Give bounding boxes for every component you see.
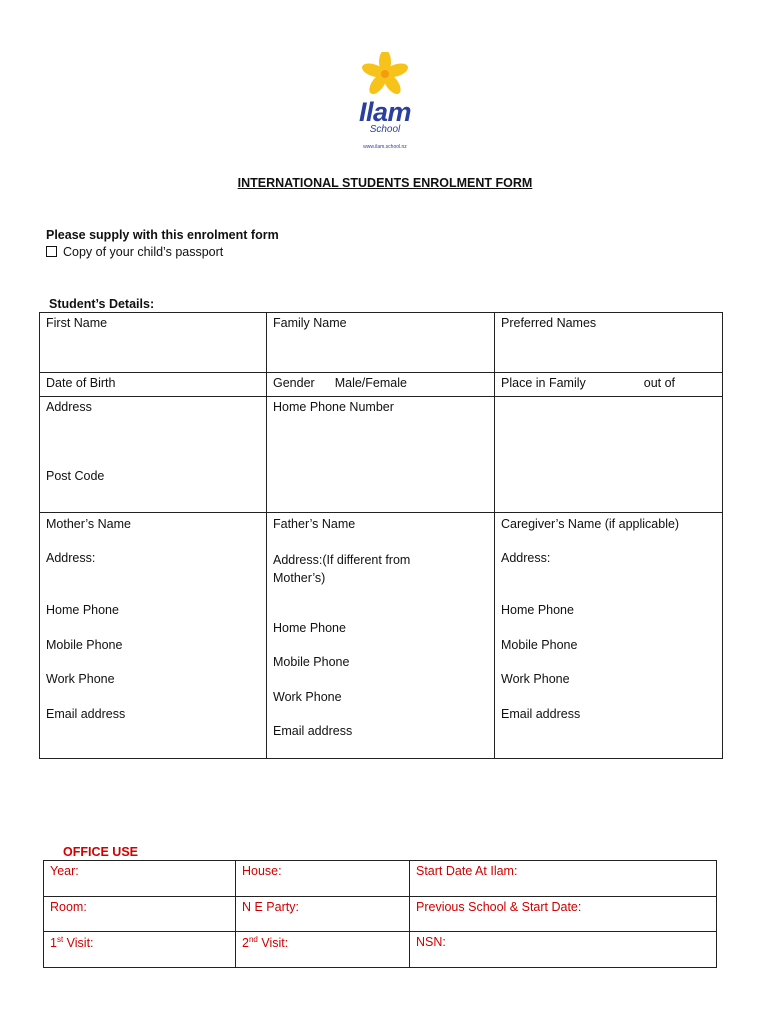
father-address-label: Address:(If different from Mother’s) xyxy=(273,553,411,585)
caregiver-mobile-phone-label: Mobile Phone xyxy=(501,638,578,652)
gender-label: Gender xyxy=(273,376,315,390)
checklist-item[interactable] xyxy=(46,245,223,259)
father-home-phone-label: Home Phone xyxy=(273,621,346,635)
first-visit-num: 1 xyxy=(50,936,57,951)
first-visit-sup: st xyxy=(56,935,64,944)
start-date-cell[interactable] xyxy=(410,861,717,897)
second-visit-cell[interactable] xyxy=(236,932,410,968)
caregiver-email-label: Email address xyxy=(501,707,581,721)
caregiver-name-label: Caregiver’s Name (if applicable) xyxy=(501,517,680,531)
second-visit-num: 2 xyxy=(242,936,249,951)
family-name-label: Family Name xyxy=(273,316,347,330)
caregiver-work-phone-label: Work Phone xyxy=(501,672,570,686)
place-in-family-cell[interactable] xyxy=(495,373,723,397)
first-name-label: First Name xyxy=(46,316,108,330)
first-name-cell[interactable] xyxy=(40,313,267,373)
preferred-names-cell[interactable] xyxy=(495,313,723,373)
room-cell[interactable] xyxy=(44,897,236,932)
checklist-label: Copy of your child’s passport xyxy=(63,245,224,259)
supply-heading: Please supply with this enrolment form xyxy=(46,228,279,242)
caregiver-home-phone-label: Home Phone xyxy=(501,603,574,617)
student-details-table xyxy=(39,312,723,759)
mother-home-phone-label: Home Phone xyxy=(46,603,119,617)
caregiver-address-label: Address: xyxy=(501,551,551,565)
flower-icon xyxy=(340,52,430,102)
year-cell[interactable] xyxy=(44,861,236,897)
house-cell[interactable] xyxy=(236,861,410,897)
post-code-label: Post Code xyxy=(46,469,105,483)
place-in-family-label: Place in Family xyxy=(501,376,586,390)
mother-email-label: Email address xyxy=(46,707,126,721)
ne-party-label: N E Party: xyxy=(242,900,299,914)
nsn-label: NSN: xyxy=(416,935,446,949)
address-label: Address xyxy=(46,400,92,414)
student-details-heading: Student’s Details: xyxy=(49,297,155,311)
out-of-label: out of xyxy=(643,376,676,390)
mother-cell[interactable] xyxy=(40,513,267,759)
dob-cell[interactable] xyxy=(40,373,267,397)
ne-party-cell[interactable] xyxy=(236,897,410,932)
first-visit-label: Visit: xyxy=(63,936,94,951)
form-title: INTERNATIONAL STUDENTS ENROLMENT FORM xyxy=(237,176,533,190)
office-use-label: OFFICE USE xyxy=(63,845,139,859)
logo-sub: School xyxy=(369,124,401,135)
logo-name: Ilam xyxy=(358,97,412,127)
father-work-phone-label: Work Phone xyxy=(273,690,342,704)
mother-name-label: Mother’s Name xyxy=(46,517,131,531)
gender-options: Male/Female xyxy=(334,376,407,390)
previous-school-cell[interactable] xyxy=(410,897,717,932)
address-cell[interactable] xyxy=(40,397,267,513)
dob-label: Date of Birth xyxy=(46,376,116,390)
caregiver-cell[interactable] xyxy=(495,513,723,759)
blank-cell[interactable] xyxy=(495,397,723,513)
logo-url: www.ilam.school.nz xyxy=(363,144,407,150)
previous-school-label: Previous School & Start Date: xyxy=(416,900,582,914)
first-visit-cell[interactable] xyxy=(44,932,236,968)
home-phone-number-label: Home Phone Number xyxy=(273,400,394,414)
checkbox-icon[interactable] xyxy=(46,246,57,257)
room-label: Room: xyxy=(50,900,87,914)
family-name-cell[interactable] xyxy=(267,313,495,373)
father-cell[interactable] xyxy=(267,513,495,759)
father-mobile-phone-label: Mobile Phone xyxy=(273,655,350,669)
preferred-names-label: Preferred Names xyxy=(501,316,597,330)
second-visit-label: Visit: xyxy=(257,936,289,951)
nsn-cell[interactable] xyxy=(410,932,717,968)
second-visit-sup: nd xyxy=(248,935,258,944)
mother-address-label: Address: xyxy=(46,551,96,565)
start-date-label: Start Date At Ilam: xyxy=(416,864,518,878)
father-name-label: Father’s Name xyxy=(273,517,356,531)
year-label: Year: xyxy=(50,864,79,878)
office-use-table xyxy=(43,860,717,968)
gender-cell[interactable] xyxy=(267,373,495,397)
father-email-label: Email address xyxy=(273,724,353,738)
home-phone-number-cell[interactable] xyxy=(267,397,495,513)
mother-mobile-phone-label: Mobile Phone xyxy=(46,638,123,652)
mother-work-phone-label: Work Phone xyxy=(46,672,115,686)
house-label: House: xyxy=(242,864,282,878)
school-logo xyxy=(340,52,430,156)
